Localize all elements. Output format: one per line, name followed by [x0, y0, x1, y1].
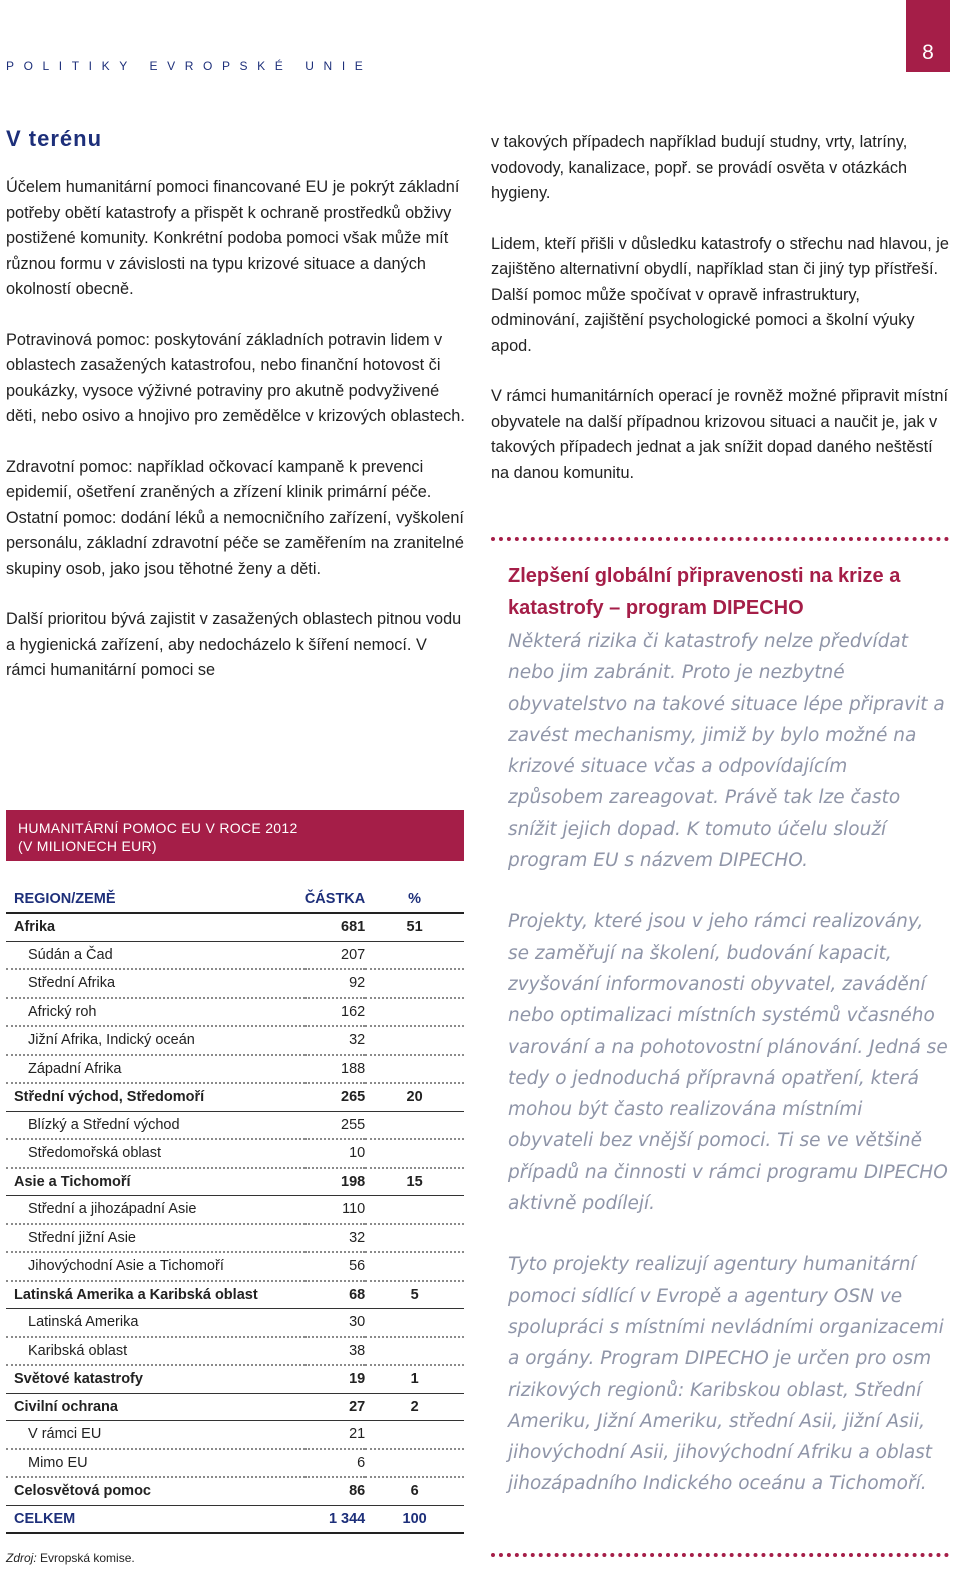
region-cell: Střední východ, Středomoří: [6, 1083, 305, 1111]
aid-table: [6, 885, 464, 1534]
table-row: [6, 1026, 464, 1055]
table-row: [6, 998, 464, 1027]
table-title-banner: [6, 810, 464, 861]
table-row: [6, 1281, 464, 1309]
table-row: [6, 1337, 464, 1366]
amount-cell: 19: [305, 1365, 365, 1393]
body-paragraph: Zdravotní pomoc: například očkovací kampaně k prevenci epidemií, ošetření zraněných a zřízení klinik primární péče. Ostatní pomoc: dodání léků a nemocničního zařízení, vyškolení personálu, základní zdravotní péče se zaměřením na zranitelné skupiny osob, jako jsou těhotné ženy a děti.: [6, 457, 464, 578]
region-cell: Blízký a Střední východ: [6, 1111, 305, 1139]
region-cell: Světové katastrofy: [6, 1365, 305, 1393]
region-cell: Západní Afrika: [6, 1055, 305, 1084]
page-number-tab: [906, 0, 950, 72]
percent-cell: 6: [365, 1477, 464, 1505]
amount-cell: 255: [305, 1111, 365, 1139]
amount-cell: 188: [305, 1055, 365, 1084]
body-paragraph: Další prioritou bývá zajistit v zasažených oblastech pitnou vodu a hygienická zařízení, aby nedocházelo k šíření nemocí. V rámci humanitární pomoci se: [6, 610, 462, 679]
percent-cell: [365, 1309, 464, 1337]
table-header-row: [6, 885, 464, 913]
table-row: [6, 1421, 464, 1449]
body-paragraph: v takových případech například budují studny, vrty, latríny, vodovody, kanalizace, popř. se provádí osvěta v otázkách hygieny.: [491, 133, 908, 202]
column-header-region: REGION/ZEMĚ: [6, 885, 305, 913]
percent-cell: [365, 1055, 464, 1084]
percent-cell: [365, 1252, 464, 1281]
box-paragraph: Projekty, které jsou v jeho rámci realizovány, se zaměřují na školení, budování kapacit, zvyšování informovanosti obyvatel, zavádění nebo optimalizaci místních systémů včasného varování a na pohotovostní plánování. Jedná se tedy o jednoduchá přípravná opatření, která mohou být často realizována místními obyvateli bez vnější pomoci. Ti se ve většině případů na činnosti v rámci programu DIPECHO aktivně podílejí.: [508, 911, 948, 1215]
box-paragraph: Některá rizika či katastrofy nelze předvídat nebo jim zabránit. Proto je nezbytné obyvatelstvo na takové situace lépe připravit a zavést mechanismy, jimiž by bylo možné na krizové situace včas a odpovídajícím způsobem zareagovat. Právě tak lze často snížit jejich dopad. K tomuto účelu slouží program EU s názvem DIPECHO.: [508, 631, 945, 872]
region-cell: Civilní ochrana: [6, 1393, 305, 1421]
region-cell: Latinská Amerika: [6, 1309, 305, 1337]
source-label: Zdroj:: [6, 1551, 37, 1565]
region-cell: Asie a Tichomoří: [6, 1168, 305, 1196]
amount-cell: 27: [305, 1393, 365, 1421]
amount-cell: 6: [305, 1449, 365, 1478]
region-cell: Súdán a Čad: [6, 941, 305, 969]
percent-cell: 2: [365, 1393, 464, 1421]
region-cell: Střední a jihozápadní Asie: [6, 1196, 305, 1224]
table-row: [6, 1505, 464, 1533]
percent-cell: [365, 941, 464, 969]
region-cell: Africký roh: [6, 998, 305, 1027]
table-row: [6, 913, 464, 941]
region-cell: Střední jižní Asie: [6, 1224, 305, 1253]
table-row: [6, 1393, 464, 1421]
region-cell: Celosvětová pomoc: [6, 1477, 305, 1505]
region-cell: Jihovýchodní Asie a Tichomoří: [6, 1252, 305, 1281]
percent-cell: 51: [365, 913, 464, 941]
amount-cell: 198: [305, 1168, 365, 1196]
table-row: [6, 1252, 464, 1281]
amount-cell: 92: [305, 969, 365, 998]
table-title: HUMANITÁRNÍ POMOC EU V ROCE 2012: [18, 820, 298, 836]
amount-cell: 86: [305, 1477, 365, 1505]
percent-cell: [365, 1139, 464, 1168]
table-row: [6, 1168, 464, 1196]
percent-cell: [365, 1196, 464, 1224]
percent-cell: [365, 1337, 464, 1366]
percent-cell: 20: [365, 1083, 464, 1111]
column-header-percent: %: [365, 885, 464, 913]
amount-cell: 10: [305, 1139, 365, 1168]
amount-cell: 21: [305, 1421, 365, 1449]
amount-cell: 30: [305, 1309, 365, 1337]
amount-cell: 32: [305, 1224, 365, 1253]
table-row: [6, 1055, 464, 1084]
box-title: Zlepšení globální připravenosti na krize a katastrofy – program DIPECHO: [508, 565, 901, 619]
amount-cell: 32: [305, 1026, 365, 1055]
box-paragraph: Tyto projekty realizují agentury humanitární pomoci sídlící v Evropě a agentury OSN ve spolupráci s místními nevládními organizacemi a orgány. Program DIPECHO je určen pro osm rizikových regionů: Karibskou oblast, Střední Ameriku, Jižní Ameriku, střední Asii, jižní Asii, jihovýchodní Asii, jihovýchodní Afriku a oblast jihozápadního Indického oceánu a Tichomoří.: [508, 1254, 944, 1495]
table-row: [6, 1309, 464, 1337]
right-column: [491, 130, 953, 511]
amount-cell: 207: [305, 941, 365, 969]
percent-cell: [365, 998, 464, 1027]
table-row: [6, 1449, 464, 1478]
region-cell: Afrika: [6, 913, 305, 941]
percent-cell: 5: [365, 1281, 464, 1309]
table-row: [6, 1196, 464, 1224]
region-cell: Latinská Amerika a Karibská oblast: [6, 1281, 305, 1309]
amount-cell: 38: [305, 1337, 365, 1366]
percent-cell: 15: [365, 1168, 464, 1196]
percent-cell: [365, 969, 464, 998]
table-row: [6, 941, 464, 969]
amount-cell: 1 344: [305, 1505, 365, 1533]
amount-cell: 110: [305, 1196, 365, 1224]
percent-cell: [365, 1111, 464, 1139]
body-paragraph: Potravinová pomoc: poskytování základních potravin lidem v oblastech zasažených katastrofou, nebo finanční hotovost či poukázky, vysoce výživné potraviny pro akutně podvyživené děti, nebo osivo a hnojivo pro zemědělce v krizových oblastech.: [6, 330, 465, 425]
amount-cell: 681: [305, 913, 365, 941]
percent-cell: 100: [365, 1505, 464, 1533]
table-row: [6, 1139, 464, 1168]
section-title: V terénu: [6, 126, 103, 151]
amount-cell: 265: [305, 1083, 365, 1111]
left-column: [6, 126, 466, 709]
region-cell: Mimo EU: [6, 1449, 305, 1478]
body-paragraph: Účelem humanitární pomoci financované EU je pokrýt základní potřeby obětí katastrofy a přispět k ochraně prostředků obživy postižené komunity. Konkrétní podoba pomoci však může mít různou formu v závislosti na typu krizové situace a daných okolností obecně.: [6, 178, 460, 298]
body-paragraph: V rámci humanitárních operací je rovněž možné připravit místní obyvatele na další případnou krizovou situaci a naučit je, jak v takových případech jednat a jak snížit dopad daného neštěstí na danou komunitu.: [491, 387, 948, 482]
amount-cell: 56: [305, 1252, 365, 1281]
source-note: [6, 1551, 135, 1565]
percent-cell: [365, 1224, 464, 1253]
region-cell: V rámci EU: [6, 1421, 305, 1449]
percent-cell: [365, 1449, 464, 1478]
body-paragraph: Lidem, kteří přišli v důsledku katastrofy o střechu nad hlavou, je zajištěno alternativní obydlí, například stan či jiný typ přístřeší. Další pomoc může spočívat v opravě infrastruktury, odminování, zajištění psychologické pomoci a školní výuky apod.: [491, 234, 949, 355]
source-text: Evropská komise.: [36, 1551, 135, 1565]
dipecho-box: [508, 560, 948, 1530]
percent-cell: [365, 1421, 464, 1449]
table-row: [6, 1111, 464, 1139]
table-row: [6, 1083, 464, 1111]
column-header-amount: ČÁSTKA: [305, 885, 365, 913]
dotted-divider: [491, 1553, 949, 1557]
table-row: [6, 1224, 464, 1253]
page-number: 8: [922, 41, 934, 64]
region-cell: CELKEM: [6, 1505, 305, 1533]
table-row: [6, 969, 464, 998]
region-cell: Karibská oblast: [6, 1337, 305, 1366]
table-row: [6, 1365, 464, 1393]
region-cell: Jižní Afrika, Indický oceán: [6, 1026, 305, 1055]
table-subtitle: (V MILIONECH EUR): [18, 838, 157, 854]
region-cell: Středomořská oblast: [6, 1139, 305, 1168]
table-row: [6, 1477, 464, 1505]
section-header-label: POLITIKY EVROPSKÉ UNIE: [6, 59, 373, 73]
amount-cell: 162: [305, 998, 365, 1027]
dotted-divider: [491, 537, 949, 541]
region-cell: Střední Afrika: [6, 969, 305, 998]
amount-cell: 68: [305, 1281, 365, 1309]
percent-cell: [365, 1026, 464, 1055]
percent-cell: 1: [365, 1365, 464, 1393]
